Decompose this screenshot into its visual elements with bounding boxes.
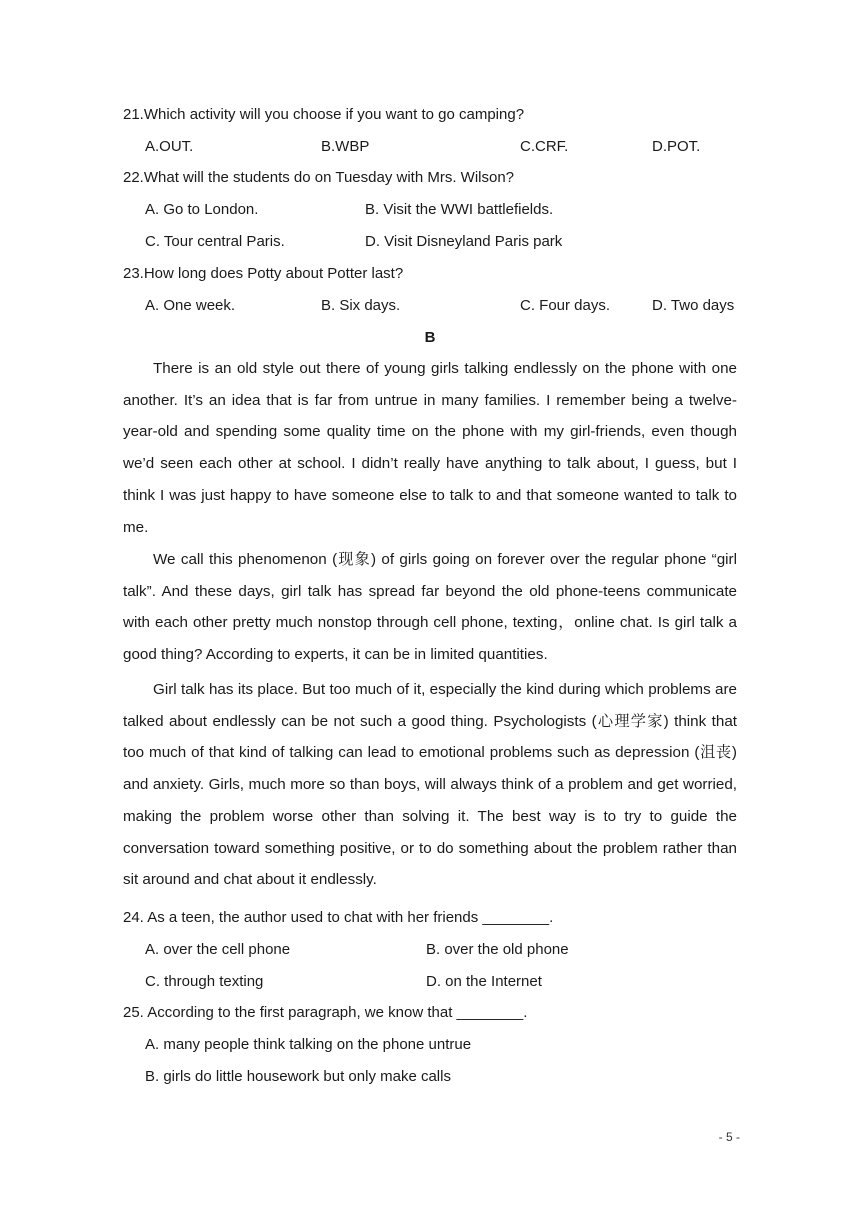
section-heading: B <box>424 329 436 346</box>
passage-paragraph-2: We call this phenomenon (现象) of girls going on forever over the regular phone “girl talk”. And these days, girl talk has spread far beyond the old phone-teens communicate with each other pretty much nonstop through cell phone, texting，online chat. Is girl talk a good thing? According to experts, it can be in limited quantities. <box>123 551 737 664</box>
question-24-option-a: A. over the cell phone <box>145 941 291 958</box>
page-number: - 5 - <box>718 1130 740 1144</box>
question-23-option-a: A. One week. <box>145 297 236 314</box>
passage-paragraph-1: There is an old style out there of young girls talking endlessly on the phone with one another. It’s an idea that is far from untrue in many families. I remember being a twelve-year-old and spending some quality time on the phone with my girl-friends, even though we’d seen each other at school. I didn’t really have anything to talk about, I guess, but I think I was just happy to have someone else to talk to and that someone wanted to talk to me. <box>123 360 737 536</box>
question-25-stem: 25. According to the first paragraph, we know that ________. <box>123 1004 528 1021</box>
question-23-stem: 23.How long does Potty about Potter last? <box>123 265 404 282</box>
question-24-stem: 24. As a teen, the author used to chat with her friends ________. <box>123 909 554 926</box>
question-22-option-c: C. Tour central Paris. <box>145 233 285 250</box>
question-21-option-b: B.WBP <box>321 138 370 155</box>
question-24-option-b: B. over the old phone <box>426 941 569 958</box>
question-21-option-d: D.POT. <box>652 138 701 155</box>
passage-paragraph-3: Girl talk has its place. But too much of it, especially the kind during which problems are talked about endlessly can be not such a good thing. Psychologists (心理学家) think that too much of that kind of talking can lead to emotional problems such as depression (沮丧) and anxiety. Girls, much more so than boys, will always think of a problem and get worried, making the problem worse other than solving it. The best way is to try to guide the conversation toward something positive, or to do something about the problem rather than sit around and chat about it endlessly. <box>123 681 737 889</box>
question-21-option-c: C.CRF. <box>520 138 569 155</box>
question-22-option-a: A. Go to London. <box>145 201 259 218</box>
question-24-option-c: C. through texting <box>145 973 264 990</box>
question-23-option-d: D. Two days <box>652 297 735 314</box>
question-22-stem: 22.What will the students do on Tuesday with Mrs. Wilson? <box>123 169 515 186</box>
question-22-option-b: B. Visit the WWI battlefields. <box>365 201 554 218</box>
question-22-option-d: D. Visit Disneyland Paris park <box>365 233 563 250</box>
question-21-stem: 21.Which activity will you choose if you want to go camping? <box>123 106 525 123</box>
question-21-option-a: A.OUT. <box>145 138 194 155</box>
question-23-option-c: C. Four days. <box>520 297 611 314</box>
question-25-option-a: A. many people think talking on the phone untrue <box>145 1036 472 1053</box>
question-23-option-b: B. Six days. <box>321 297 401 314</box>
question-24-option-d: D. on the Internet <box>426 973 542 990</box>
question-25-option-b: B. girls do little housework but only make calls <box>145 1068 451 1085</box>
